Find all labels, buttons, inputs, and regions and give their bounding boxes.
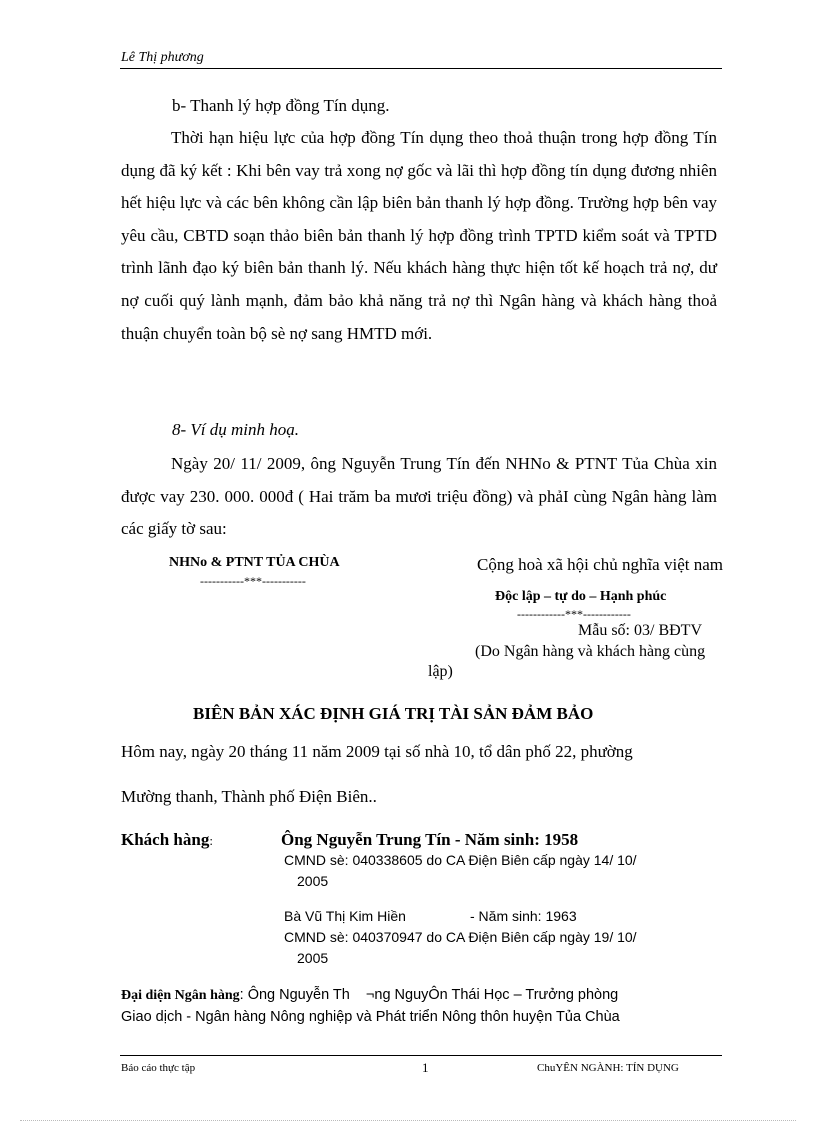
bank-rep-line-1 xyxy=(121,987,618,1004)
motto-separator: ------------***------------ xyxy=(517,607,631,621)
form-note: (Do Ngân hàng và khách hàng cùng xyxy=(475,643,706,660)
customer-label xyxy=(121,830,213,850)
national-motto: Độc lập – tự do – Hạnh phúc xyxy=(495,589,667,604)
footer-report-label: Báo cáo thực tập xyxy=(121,1062,196,1074)
customer-2-id: CMND sè: 040370947 do CA Điện Biên cấp ngày 19/ 10/ xyxy=(284,929,637,945)
bank-name: NHNo & PTNT TỦA CHÙA xyxy=(169,555,340,570)
customer-label-colon: : xyxy=(209,833,213,848)
section-b-paragraph: Thời hạn hiệu lực của hợp đồng Tín dụng theo thoả thuận trong hợp đồng Tín dụng đã ký kết : Khi bên vay trả xong nợ gốc và lãi thì hợp đồng tín dụng đương nhiên hết hiệu lực và các bên không cần lập biên bản thanh lý hợp đồng. Trường hợp bên vay yêu cầu, CBTD soạn thảo biên bản thanh lý hợp đồng trình TPTD kiểm soát và TPTD trình lãnh đạo ký biên bản thanh lý. Nếu khách hàng thực hiện tốt kế hoạch trả nợ, dư nợ cuối quý lành mạnh, đảm bảo khả năng trả nợ thì Ngân hàng và khách hàng thoả thuận chuyển toàn bộ sè nợ sang HMTD mới. xyxy=(121,128,717,343)
nation-title: Cộng hoà xã hội chủ nghĩa việt nam xyxy=(477,555,723,574)
footer-page-number: 1 xyxy=(422,1060,429,1075)
document-title: BIÊN BẢN XÁC ĐỊNH GIÁ TRỊ TÀI SẢN ĐẢM BẢO xyxy=(193,704,594,723)
date-line-1: Hôm nay, ngày 20 tháng 11 năm 2009 tại số nhà 10, tổ dân phố 22, phường xyxy=(121,742,633,761)
header-rule xyxy=(120,68,722,69)
customer-2-birth: - Năm sinh: 1963 xyxy=(470,908,577,924)
footer-major-label: ChuYÊN NGÀNH: TÍN DỤNG xyxy=(537,1062,679,1074)
customer-2-name: Bà Vũ Thị Kim Hiền xyxy=(284,908,406,924)
date-line-2: Mường thanh, Thành phố Điện Biên.. xyxy=(121,787,377,806)
section-8-paragraph: Ngày 20/ 11/ 2009, ông Nguyễn Trung Tín đến NHNo & PTNT Tủa Chùa xin được vay 230. 000. 000đ ( Hai trăm ba mươi triệu đồng) và phảI cùng Ngân hàng làm các giấy tờ sau: xyxy=(121,454,717,539)
customer-2-id-cont: 2005 xyxy=(297,950,329,966)
customer-label-text: Khách hàng xyxy=(121,830,210,849)
footer-rule xyxy=(120,1055,722,1056)
customer-1-name: Ông Nguyễn Trung Tín - Năm sinh: 1958 xyxy=(281,830,579,849)
page-bottom-dotted-rule xyxy=(20,1120,796,1121)
form-number: Mẫu số: 03/ BĐTV xyxy=(578,622,702,639)
section-8-heading: 8- Ví dụ minh hoạ. xyxy=(172,420,300,439)
section-b-heading: b- Thanh lý hợp đồng Tín dụng. xyxy=(172,96,390,115)
customer-1-id-cont: 2005 xyxy=(297,873,329,889)
bank-separator: -----------***----------- xyxy=(200,574,306,588)
customer-1-id: CMND sè: 040338605 do CA Điện Biên cấp ngày 14/ 10/ xyxy=(284,852,637,868)
bank-rep-label: Đại diện Ngân hàng xyxy=(121,988,240,1003)
bank-rep-line-2: Giao dịch - Ngân hàng Nông nghiệp và Phát triển Nông thôn huyện Tủa Chùa xyxy=(121,1009,620,1025)
bank-rep-detail: : Ông Nguyễn Th ¬ng NguyÔn Thái Học – Trưởng phòng xyxy=(239,987,619,1003)
header-author: Lê Thị phương xyxy=(121,50,204,65)
form-note-cont: lập) xyxy=(428,663,453,680)
